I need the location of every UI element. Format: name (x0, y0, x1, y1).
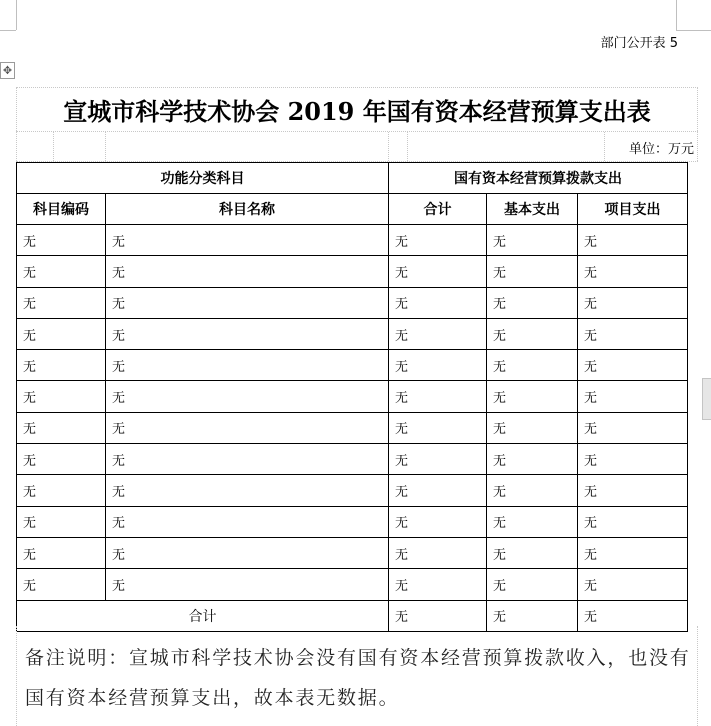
cell-total: 无 (389, 381, 487, 412)
cell-code: 无 (17, 412, 106, 443)
cell-project: 无 (578, 475, 688, 506)
header-basic: 基本支出 (487, 194, 578, 225)
cell-project: 无 (578, 412, 688, 443)
cell-code: 无 (17, 256, 106, 287)
cell-name: 无 (106, 381, 389, 412)
cell-total: 无 (389, 318, 487, 349)
cell-basic: 无 (487, 412, 578, 443)
cell-code: 无 (17, 381, 106, 412)
unit-row (16, 132, 698, 162)
cell-code: 无 (17, 444, 106, 475)
cell-project: 无 (578, 287, 688, 318)
budget-table (16, 162, 688, 632)
cell-project: 无 (578, 318, 688, 349)
table-row (17, 475, 688, 506)
cell-basic: 无 (487, 318, 578, 349)
table-row (17, 256, 688, 287)
table-row (17, 225, 688, 256)
cell-name: 无 (106, 225, 389, 256)
cell-guide (53, 132, 54, 161)
cell-basic: 无 (487, 537, 578, 568)
total-basic: 无 (487, 600, 578, 631)
crop-mark-top-right (676, 0, 677, 30)
header-allocation-expense: 国有资本经营预算拨款支出 (389, 163, 688, 194)
cell-total: 无 (389, 444, 487, 475)
header-function-category: 功能分类科目 (17, 163, 389, 194)
cell-basic: 无 (487, 444, 578, 475)
cell-guide (16, 132, 17, 161)
cell-basic: 无 (487, 287, 578, 318)
cell-guide (105, 132, 106, 161)
table-row (17, 350, 688, 381)
table-row (17, 318, 688, 349)
table-row (17, 381, 688, 412)
cell-name: 无 (106, 537, 389, 568)
cell-code: 无 (17, 475, 106, 506)
table-row (17, 444, 688, 475)
cell-guide (388, 132, 389, 161)
table-row (17, 412, 688, 443)
crop-mark-top-right-h (676, 30, 711, 31)
cell-project: 无 (578, 256, 688, 287)
cell-name: 无 (106, 569, 389, 600)
cell-project: 无 (578, 350, 688, 381)
total-label: 合计 (17, 600, 389, 631)
crop-mark-top-left-h (0, 30, 16, 31)
unit-label: 单位：万元 (628, 142, 694, 157)
cell-code: 无 (17, 318, 106, 349)
cell-basic: 无 (487, 350, 578, 381)
cell-project: 无 (578, 225, 688, 256)
cell-name: 无 (106, 287, 389, 318)
cell-guide (697, 132, 698, 161)
header-name: 科目名称 (106, 194, 389, 225)
cell-total: 无 (389, 475, 487, 506)
page-title: 宣城市科学技术协会 2019 年国有资本经营预算支出表 (63, 97, 651, 126)
cell-name: 无 (106, 475, 389, 506)
header-code: 科目编码 (17, 194, 106, 225)
cell-project: 无 (578, 506, 688, 537)
cell-guide (604, 132, 605, 161)
table-row (17, 287, 688, 318)
table-row (17, 569, 688, 600)
cell-total: 无 (389, 506, 487, 537)
cell-total: 无 (389, 537, 487, 568)
cell-guide (697, 88, 698, 131)
cell-guide (16, 88, 17, 131)
cell-project: 无 (578, 569, 688, 600)
header-row-1 (17, 163, 688, 194)
cell-name: 无 (106, 444, 389, 475)
total-project: 无 (578, 600, 688, 631)
cell-basic: 无 (487, 256, 578, 287)
table-row (17, 537, 688, 568)
cell-name: 无 (106, 256, 389, 287)
cell-code: 无 (17, 350, 106, 381)
cell-code: 无 (17, 287, 106, 318)
cell-total: 无 (389, 569, 487, 600)
cell-basic: 无 (487, 569, 578, 600)
cell-guide (407, 132, 408, 161)
cell-total: 无 (389, 287, 487, 318)
note-box (16, 626, 698, 726)
cell-code: 无 (17, 569, 106, 600)
cell-basic: 无 (487, 475, 578, 506)
cell-total: 无 (389, 350, 487, 381)
cell-basic: 无 (487, 506, 578, 537)
cell-code: 无 (17, 506, 106, 537)
note-text: 备注说明：宣城市科学技术协会没有国有资本经营预算拨款收入，也没有国有资本经营预算支出，故本表无数据。 (25, 647, 691, 709)
side-scroll-handle[interactable] (702, 378, 711, 420)
cell-total: 无 (389, 256, 487, 287)
header-row-2 (17, 194, 688, 225)
title-row (16, 87, 698, 132)
cell-basic: 无 (487, 381, 578, 412)
cell-total: 无 (389, 412, 487, 443)
cell-name: 无 (106, 506, 389, 537)
document-code: 部门公开表 5 (600, 36, 678, 51)
cell-total: 无 (389, 225, 487, 256)
header-project: 项目支出 (578, 194, 688, 225)
cell-name: 无 (106, 318, 389, 349)
cell-name: 无 (106, 412, 389, 443)
header-total: 合计 (389, 194, 487, 225)
cell-code: 无 (17, 225, 106, 256)
cell-name: 无 (106, 350, 389, 381)
cell-project: 无 (578, 381, 688, 412)
total-total: 无 (389, 600, 487, 631)
cell-basic: 无 (487, 225, 578, 256)
table-row (17, 506, 688, 537)
cell-project: 无 (578, 537, 688, 568)
crop-mark-top-left (16, 0, 17, 30)
cell-project: 无 (578, 444, 688, 475)
table-move-handle-icon[interactable]: ✥ (0, 62, 15, 79)
cell-code: 无 (17, 537, 106, 568)
